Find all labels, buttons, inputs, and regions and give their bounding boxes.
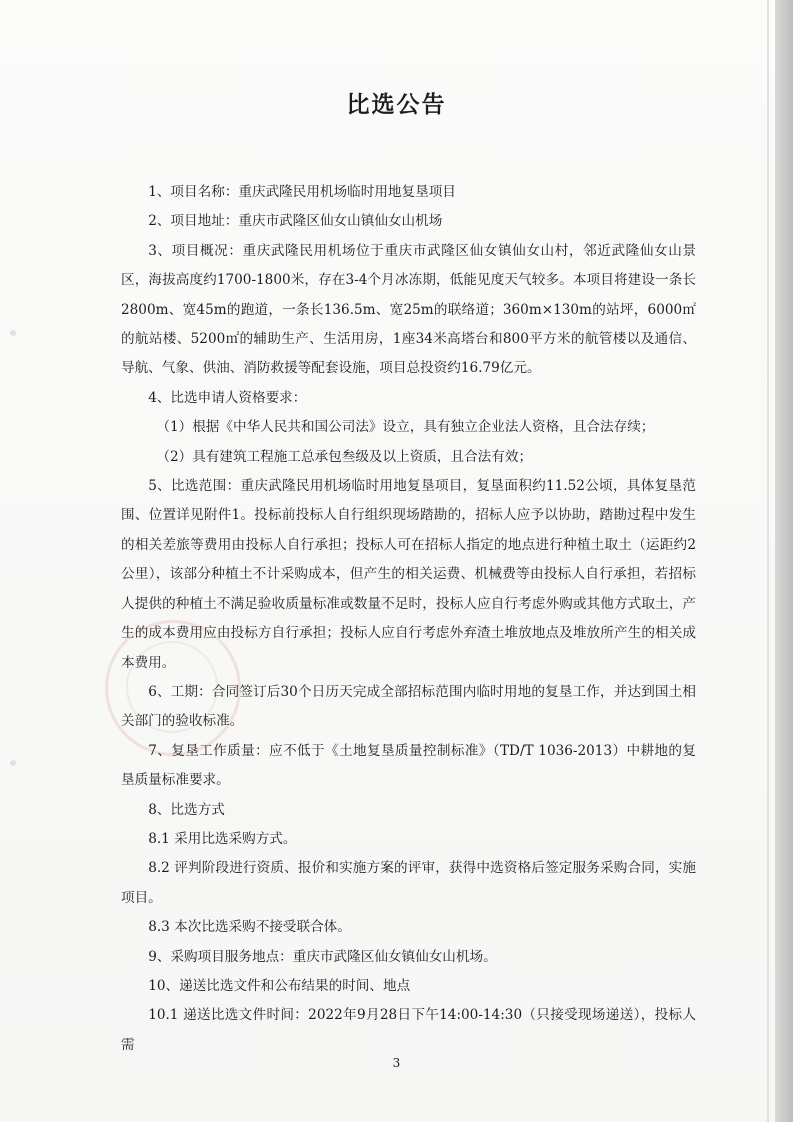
page-number: 3: [392, 1056, 401, 1070]
paragraph: 5、比选范围：重庆武隆民用机场临时用地复垦项目，复垦面积约11.52公顷，具体复垦范围、位置详见附件1。投标前投标人自行组织现场踏勘的，招标人应予以协助，踏勘过程中发生的相关差旅等费用由投标人自行承担；投标人可在招标人指定的地点进行种植土取土（运距约2公里），该部分种植土不计采购成本，但产生的相关运费、机械费等由投标人自行承担，若招标人提供的种植土不满足验收质量标准或数量不足时，投标人应自行考虑外购或其他方式取土，产生的成本费用应由投标方自行承担；投标人应自行考虑外弃渣土堆放地点及堆放所产生的相关成本费用。: [121, 478, 696, 671]
paragraph: 2、项目地址：重庆市武隆区仙女山镇仙女山机场: [148, 213, 443, 230]
paragraph: 8、比选方式: [148, 801, 225, 818]
paragraph: 10、递送比选文件和公布结果的时间、地点: [148, 977, 411, 994]
paragraph: （1）根据《中华人民共和国公司法》设立，具有独立企业法人资格，且合法存续；: [156, 419, 655, 436]
page-fold-line: [767, 0, 769, 1122]
paragraph: （2）具有建筑工程施工总承包叁级及以上资质，且合法有效；: [156, 448, 533, 465]
paragraph: 3、项目概况：重庆武隆民用机场位于重庆市武隆区仙女镇仙女山村，邻近武隆仙女山景区，海拔高度约1700-1800米，存在3-4个月冰冻期，低能见度天气较多。本项目将建设一条长2800m、宽45m的跑道，一条长136.5m、宽25m的联络道；360m×130m的站坪，6000㎡的航站楼、5200㎡的辅助生产、生活用房，1座34米高塔台和800平方米的航管楼以及通信、导航、气象、供油、消防救援等配套设施，项目总投资约16.79亿元。: [121, 242, 696, 377]
paragraph: 7、复垦工作质量：应不低于《土地复垦质量控制标准》（TD/T 1036-2013）中耕地的复垦质量标准要求。: [121, 742, 696, 789]
paragraph: 4、比选申请人资格要求：: [148, 389, 307, 406]
scan-edge: [775, 0, 793, 1122]
page-title: 比选公告: [346, 91, 447, 118]
paragraph: 9、采购项目服务地点：重庆市武隆区仙女镇仙女山机场。: [148, 948, 497, 965]
paragraph: 6、工期：合同签订后30个日历天完成全部招标范围内临时用地的复垦工作，并达到国土相关部门的验收标准。: [121, 683, 696, 730]
paragraph: 8.2 评判阶段进行资质、报价和实施方案的评审，获得中选资格后签定服务采购合同，实施项目。: [121, 860, 696, 906]
binding-hole: [10, 760, 16, 766]
paragraph: 1、项目名称：重庆武隆民用机场临时用地复垦项目: [148, 184, 456, 200]
announcement-body: [121, 178, 696, 1060]
paragraph: 8.3 本次比选采购不接受联合体。: [148, 919, 351, 936]
paragraph: 8.1 采用比选采购方式。: [148, 830, 297, 847]
paragraph: 10.1 递送比选文件时间：2022年9月28日下午14:00-14:30（只接受现场递送），投标人需: [121, 1007, 696, 1053]
binding-hole: [10, 330, 16, 336]
